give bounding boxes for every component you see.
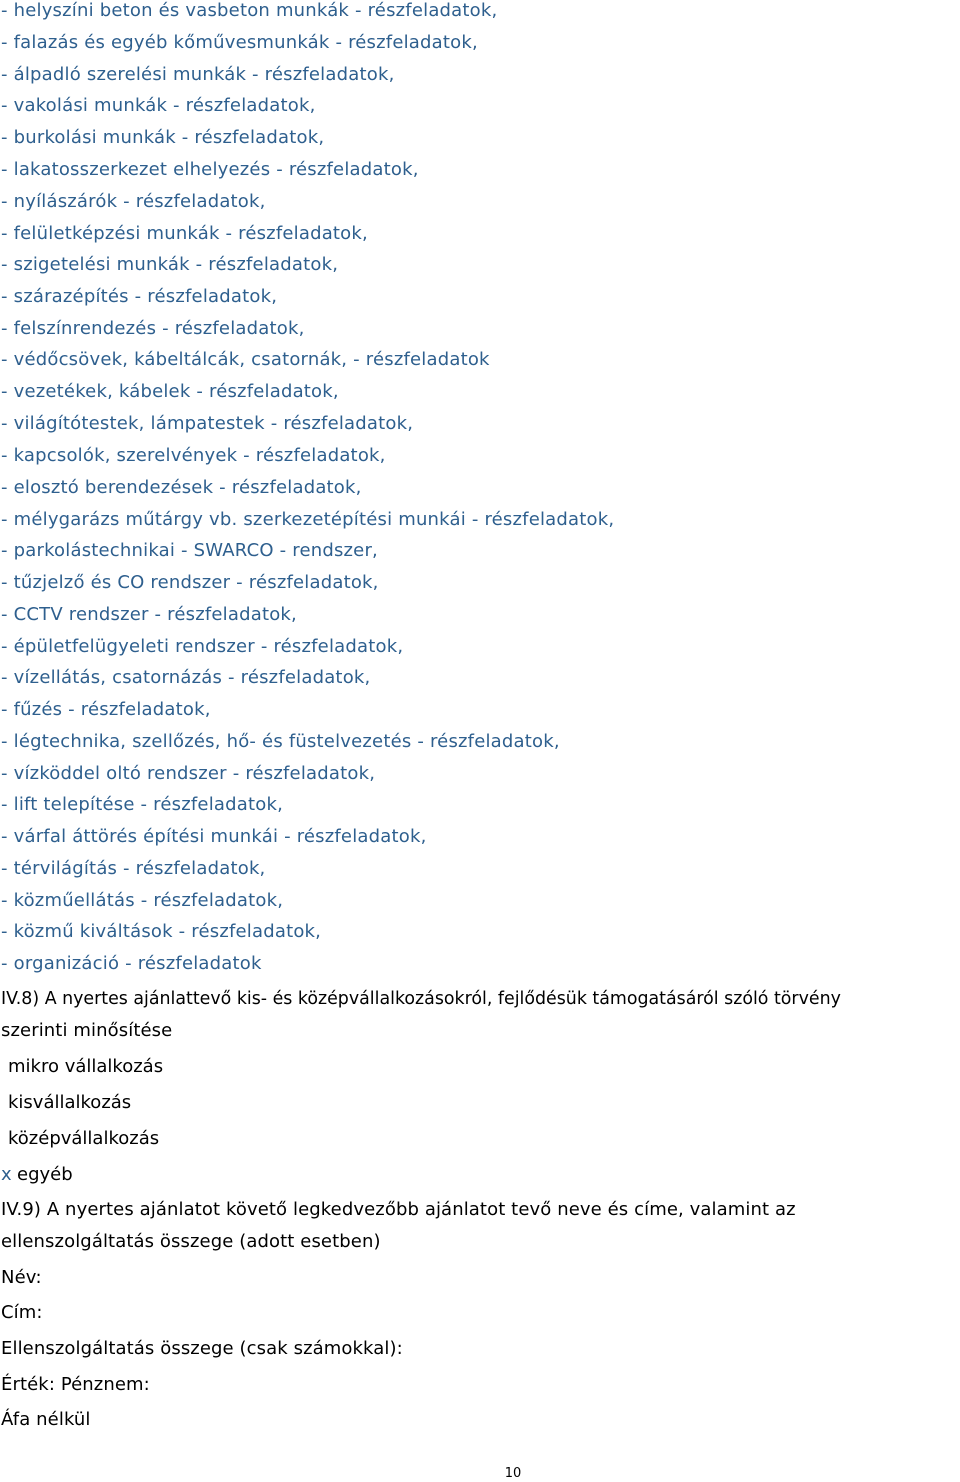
option-small	[1, 1092, 131, 1114]
option-label: kisvállalkozás	[8, 1092, 132, 1113]
option-label: középvállalkozás	[8, 1128, 160, 1149]
list-item: - elosztó berendezések - részfeladatok,	[1, 477, 362, 498]
list-item: - épületfelügyeleti rendszer - részfeladatok,	[1, 636, 404, 657]
value-currency-label: Érték: Pénznem:	[1, 1374, 150, 1395]
list-item: - mélygarázs műtárgy vb. szerkezetépítési munkái - részfeladatok,	[1, 509, 615, 530]
section-heading-continued: szerinti minősítése	[1, 1020, 173, 1041]
section-heading: IV.9) A nyertes ajánlatot követő legkedvezőbb ajánlatot tevő neve és címe, valamint az	[1, 1199, 796, 1220]
address-label: Cím:	[1, 1302, 43, 1323]
list-item: - vakolási munkák - részfeladatok,	[1, 95, 316, 116]
list-item: - fűzés - részfeladatok,	[1, 699, 211, 720]
list-item: - közmű kiváltások - részfeladatok,	[1, 921, 322, 942]
list-item: - vízellátás, csatornázás - részfeladatok,	[1, 667, 371, 688]
list-item: - nyílászárók - részfeladatok,	[1, 191, 266, 212]
list-item: - térvilágítás - részfeladatok,	[1, 858, 266, 879]
option-label: mikro vállalkozás	[8, 1056, 164, 1077]
list-item: - parkolástechnikai - SWARCO - rendszer,	[1, 540, 378, 561]
list-item: - lift telepítése - részfeladatok,	[1, 794, 283, 815]
list-item: - várfal áttörés építési munkái - részfeladatok,	[1, 826, 427, 847]
vat-label: Áfa nélkül	[1, 1409, 91, 1430]
list-item: - burkolási munkák - részfeladatok,	[1, 127, 325, 148]
amount-label: Ellenszolgáltatás összege (csak számokkal):	[1, 1338, 403, 1359]
section-heading: IV.8) A nyertes ajánlattevő kis- és középvállalkozásokról, fejlődésük támogatásáról szóló törvény	[1, 989, 841, 1009]
list-item: - felületképzési munkák - részfeladatok,	[1, 223, 368, 244]
list-item: - védőcsövek, kábeltálcák, csatornák, - részfeladatok	[1, 349, 490, 370]
list-item: - szárazépítés - részfeladatok,	[1, 286, 278, 307]
section-heading-continued: ellenszolgáltatás összege (adott esetben)	[1, 1231, 381, 1252]
option-label: egyéb	[17, 1164, 73, 1185]
list-item: - világítótestek, lámpatestek - részfeladatok,	[1, 413, 414, 434]
page-number: 10	[504, 1466, 522, 1481]
list-item: - lakatosszerkezet elhelyezés - részfeladatok,	[1, 159, 419, 180]
list-item: - tűzjelző és CO rendszer - részfeladatok,	[1, 572, 379, 593]
list-item: - organizáció - részfeladatok	[1, 953, 262, 974]
name-label: Név:	[1, 1267, 42, 1288]
list-item: - CCTV rendszer - részfeladatok,	[1, 604, 297, 625]
list-item: - felszínrendezés - részfeladatok,	[1, 318, 305, 339]
list-item: - vízköddel oltó rendszer - részfeladatok,	[1, 763, 376, 784]
option-micro	[1, 1056, 163, 1078]
list-item: - közműellátás - részfeladatok,	[1, 890, 284, 911]
checked-mark: x	[1, 1164, 12, 1185]
list-item: - légtechnika, szellőzés, hő- és füstelvezetés - részfeladatok,	[1, 731, 560, 752]
option-medium	[1, 1128, 159, 1150]
list-item: - kapcsolók, szerelvények - részfeladatok,	[1, 445, 386, 466]
list-item: - falazás és egyéb kőművesmunkák - részfeladatok,	[1, 32, 478, 53]
option-other	[1, 1164, 73, 1186]
list-item: - szigetelési munkák - részfeladatok,	[1, 254, 339, 275]
list-item: - helyszíni beton és vasbeton munkák - részfeladatok,	[1, 0, 498, 21]
list-item: - álpadló szerelési munkák - részfeladatok,	[1, 64, 395, 85]
list-item: - vezetékek, kábelek - részfeladatok,	[1, 381, 339, 402]
